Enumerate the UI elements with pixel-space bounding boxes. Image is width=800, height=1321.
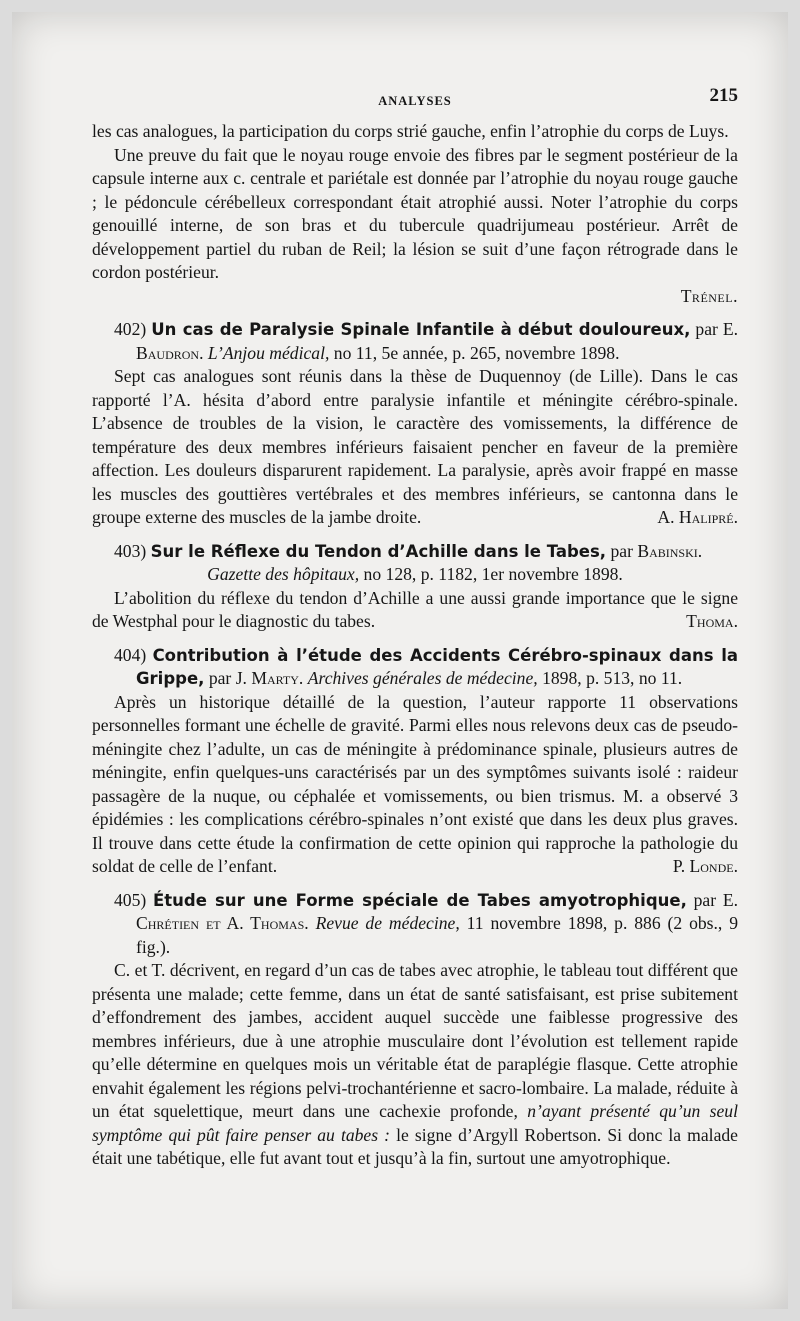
scanned-page — [12, 12, 788, 1309]
entry-title: Un cas de Paralysie Spinale Infantile à début douloureux, — [151, 320, 691, 339]
entry-by: par — [610, 540, 633, 561]
entry-403-body — [92, 587, 738, 634]
entry-author: E. Chrétien et A. Thomas. — [136, 889, 738, 933]
entry-number: 403) — [114, 540, 147, 561]
entry-405-body — [92, 959, 738, 1171]
entry-404 — [92, 644, 738, 879]
entry-signature: P. Londe. — [672, 856, 738, 876]
entry-reference: no 11, 5e année, p. 265, novembre 1898. — [333, 342, 620, 363]
entry-signature: Thoma. — [686, 611, 738, 631]
entry-signature: A. Halipré. — [657, 507, 738, 527]
entry-title: Contribution à l’étude des Accidents Cérébro-spinaux dans la Grippe, — [136, 645, 738, 688]
entry-body-part-2: le signe d’Argyll Robertson. Si donc la malade était une tabétique, elle fut avant tout et jusqu’à la fin, surtout une amyotrophique. — [92, 1124, 738, 1168]
entry-title: Étude sur une Forme spéciale de Tabes amyotrophique, — [153, 890, 687, 910]
entry-by: par — [695, 319, 718, 339]
entry-body-part-1: C. et T. décrivent, en regard d’un cas de tabes avec atrophie, le tableau tout différent que présenta une malade; cette femme, dans un état de santé satisfaisant, est prise subitement d’effondrement des jambes, accident auquel succède une faiblesse progressive des membres inférieurs, due à une atrophie musculaire dont l’évolution est tellement rapide qu’elle détermine en quelques mois un véritable état de paraplégie flasque. Cette atrophie envahit également les régions pelvi-trochantérienne et sacro-lombaire. La malade, réduite à un état squelettique, meurt dans une cachexie profonde, — [92, 960, 738, 1121]
entry-405 — [92, 889, 738, 1171]
entry-number: 405) — [114, 889, 147, 910]
entry-title: Sur le Réflexe du Tendon d’Achille dans le Tabes, — [150, 541, 607, 561]
entry-404-body — [92, 691, 738, 879]
entry-by: par — [693, 889, 717, 910]
entry-author: Babinski. — [637, 540, 703, 561]
entry-404-heading — [114, 644, 738, 691]
page-content — [92, 82, 738, 1171]
entry-author-initial: E. — [722, 319, 739, 339]
entry-reference: 1898, p. 513, no 11. — [542, 668, 683, 688]
entry-reference: 11 novembre 1898, p. 886 (2 obs., 9 fig.). — [136, 913, 738, 957]
entry-reference: no 128, p. 1182, 1er novembre 1898. — [363, 564, 623, 584]
entry-body-italic: n’ayant présenté qu’un seul symptôme qui pût faire penser au tabes : — [92, 1101, 738, 1145]
entry-body: L’abolition du réflexe du tendon d’Achille a une aussi grande importance que le signe de Westphal pour le diagnostic du tabes. — [92, 587, 738, 631]
entry-402-body — [92, 365, 738, 530]
entry-journal: Revue de médecine, — [315, 913, 460, 933]
entry-402-heading — [114, 318, 738, 365]
page-header — [92, 82, 738, 112]
entry-by: par J. — [208, 668, 247, 688]
entry-403-reference — [92, 563, 738, 587]
entry-journal: Gazette des hôpitaux, — [207, 564, 360, 584]
entry-402 — [92, 318, 738, 530]
entry-author: Baudron. — [136, 342, 204, 363]
entry-journal: Archives générales de médecine, — [307, 668, 538, 688]
entry-403-heading — [114, 540, 738, 564]
intro-paragraph-1: les cas analogues, la participation du corps strié gauche, enfin l’atrophie du corps de Luys. — [92, 121, 729, 141]
entry-journal: L’Anjou médical, — [207, 342, 330, 363]
intro-paragraph-2: Une preuve du fait que le noyau rouge envoie des fibres par le segment postérieur de la capsule interne aux c. centrale et pariétale est donnée par l’atrophie du noyau rouge gauche ; le pédoncule cérébelleux correspondant était atrophié aussi. Noter l’atrophie du corps genouillé interne, de son bras et du tubercule quadrijumeau postérieur. Arrêt de développement partiel du ruban de Reil; la lésion se suit d’une façon rétrograde dans le cordon postérieur. — [92, 144, 738, 282]
entry-405-heading — [114, 889, 738, 960]
entry-number: 402) — [114, 319, 147, 339]
entry-body: Après un historique détaillé de la question, l’auteur rapporte 11 observations personnelles formant une échelle de gravité. Parmi elles nous relevons deux cas de pseudo-méningite chez l’adulte, un cas de méningite à prédominance spinale, plusieurs autres de méningite, enfin quelques-uns caractérisés par un des symptômes suivants isolé : raideur passagère de la nuque, ou céphalée et vomissements, ou bien trismus. M. a observé 3 épidémies : les complications cérébro-spinales n’ont existé que dans les deux plus graves. Il trouve dans cette étude la confirmation de cette opinion qui rapproche la pathologie du soldat de celle de l’enfant. — [92, 691, 738, 876]
page-number: 215 — [709, 85, 738, 106]
entry-body: Sept cas analogues sont réunis dans la thèse de Duquennoy (de Lille). Dans le cas rapporté l’A. hésita d’abord entre paralysie infantile et méningite cérébro-spinale. L’absence de troubles de la vision, le caractère des vomissements, la différence de température des deux membres inférieurs faisaient pencher en faveur de la première affection. Les douleurs disparurent rapidement. La paralysie, après avoir frappé en masse les muscles des gouttières vertébrales et des membres inférieurs, se cantonna dans le groupe externe des muscles de la jambe droite. — [92, 366, 738, 527]
entry-author: Marty. — [251, 668, 304, 688]
intro-signature: Trénel. — [680, 285, 738, 306]
entry-403 — [92, 540, 738, 634]
entry-number: 404) — [114, 644, 147, 665]
running-head: ANALYSES — [378, 94, 452, 108]
